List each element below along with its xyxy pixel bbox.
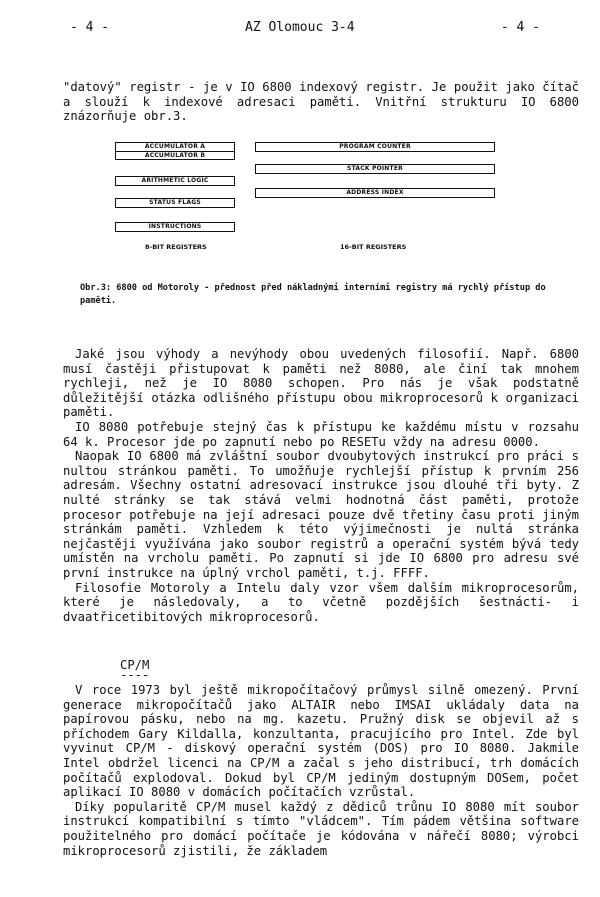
register-status-flags: STATUS FLAGS: [115, 198, 235, 208]
body-section-2: [63, 683, 579, 858]
register-stack-pointer: STACK POINTER: [255, 164, 495, 174]
paragraph: "datový" registr - je v IO 6800 indexový registr. Je použit jako čítač a slouží k indexové adresaci paměti. Vnitřní strukturu IO 6800 znázorňuje obr.3.: [63, 80, 579, 124]
label-8bit-registers: 8-BIT REGISTERS: [145, 243, 207, 251]
register-accumulator-a: ACCUMULATOR A: [144, 143, 206, 150]
body-section-1: [63, 347, 579, 624]
publication-title: AZ Olomouc 3-4: [245, 20, 355, 35]
paragraph: IO 8080 potřebuje stejný čas k přístupu ke každému místu v rozsahu 64 k. Procesor jde po zapnutí nebo po RESETu vždy na adresu 0000.: [63, 419, 579, 449]
register-instructions: INSTRUCTIONS: [115, 222, 235, 232]
paragraph: Naopak IO 6800 má zvláštní soubor dvoubytových instrukcí pro práci s nultou stránkou paměti. To umožňuje rychlejší přístup k prvním 256 adresám. Všechny ostatní adresovací instrukce jsou dlouhé tři byty. Z nulté stránky se tak stává velmi hodnotná část paměti, protože procesor potřebuje na její adresaci pouze dvě třetiny času proti jiným stránkám paměti. Vzhledem k této výjimečnosti je nultá stránka nejčastěji využívána jako soubor registrů a operační systém bývá tedy umístěn na vrcholu paměti. Po zapnutí si jde IO 6800 pro adresu své první instrukce na úplný vrchol paměti, t.j. FFFF.: [63, 449, 579, 580]
paragraph: V roce 1973 byl ještě mikropočítačový průmysl silně omezený. První generace mikropočítačů jako ALTAIR nebo IMSAI ukládaly data na papírovou pásku, nebo na mg. kazetu. Pružný disk se objevil až s příchodem Gary Kildalla, konzultanta, pracujícího pro Intel. Zde byl vyvinut CP/M - diskový operační systém (DOS) pro IO 8080. Jakmile Intel obdržel licenci na CP/M a začal s jeho distribucí, trh domácích počítačů explodoval. Dokud byl CP/M jediným dostupným DOSem, počet aplikací IO 8080 v domácích počítačích vzrůstal.: [63, 683, 579, 800]
intro-paragraph: [63, 80, 579, 124]
register-address-index: ADDRESS INDEX: [255, 188, 495, 198]
paragraph: Jaké jsou výhody a nevýhody obou uvedených filosofií. Např. 6800 musí častěji přistupovat k paměti než 8080, ale činí tak mnohem rychleji, než je IO 8080 schopen. Pro nás je však podstatně důležitější otázka odlišného přístupu obou mikroprocesorů k organizaci paměti.: [63, 347, 579, 420]
accumulator-box: [115, 142, 235, 160]
paragraph: Díky popularitě CP/M musel každý z dědiců trůnu IO 8080 mít soubor instrukcí kompatibilní s tímto "vládcem". Tím pádem většina software použitelného pro domácí počítače je kódována v nářečí 8080; výrobci mikroprocesorů zjistili, že základem: [63, 799, 579, 858]
section-heading: [120, 658, 150, 682]
page-number-right: - 4 -: [500, 20, 540, 35]
figure-caption: Obr.3: 6800 od Motoroly - přednost před nákladnými interními registry má rychlý přístup do paměti.: [80, 283, 546, 306]
section-underline: ----: [120, 668, 150, 682]
page-number-left: - 4 -: [70, 20, 110, 35]
label-16bit-registers: 16-BIT REGISTERS: [340, 243, 407, 251]
section-title: CP/M: [120, 658, 150, 672]
paragraph: Filosofie Motoroly a Intelu daly vzor všem dalším mikroprocesorům, které je následovaly, a to včetně pozdějších šestnácti- i dvaatřicetibitových mikroprocesorů.: [63, 580, 579, 624]
register-program-counter: PROGRAM COUNTER: [255, 142, 495, 152]
register-arithmetic-logic: ARITHMETIC LOGIC: [115, 176, 235, 186]
register-diagram: [110, 140, 500, 255]
register-accumulator-b: ACCUMULATOR B: [116, 151, 234, 160]
page-header: [70, 20, 540, 40]
